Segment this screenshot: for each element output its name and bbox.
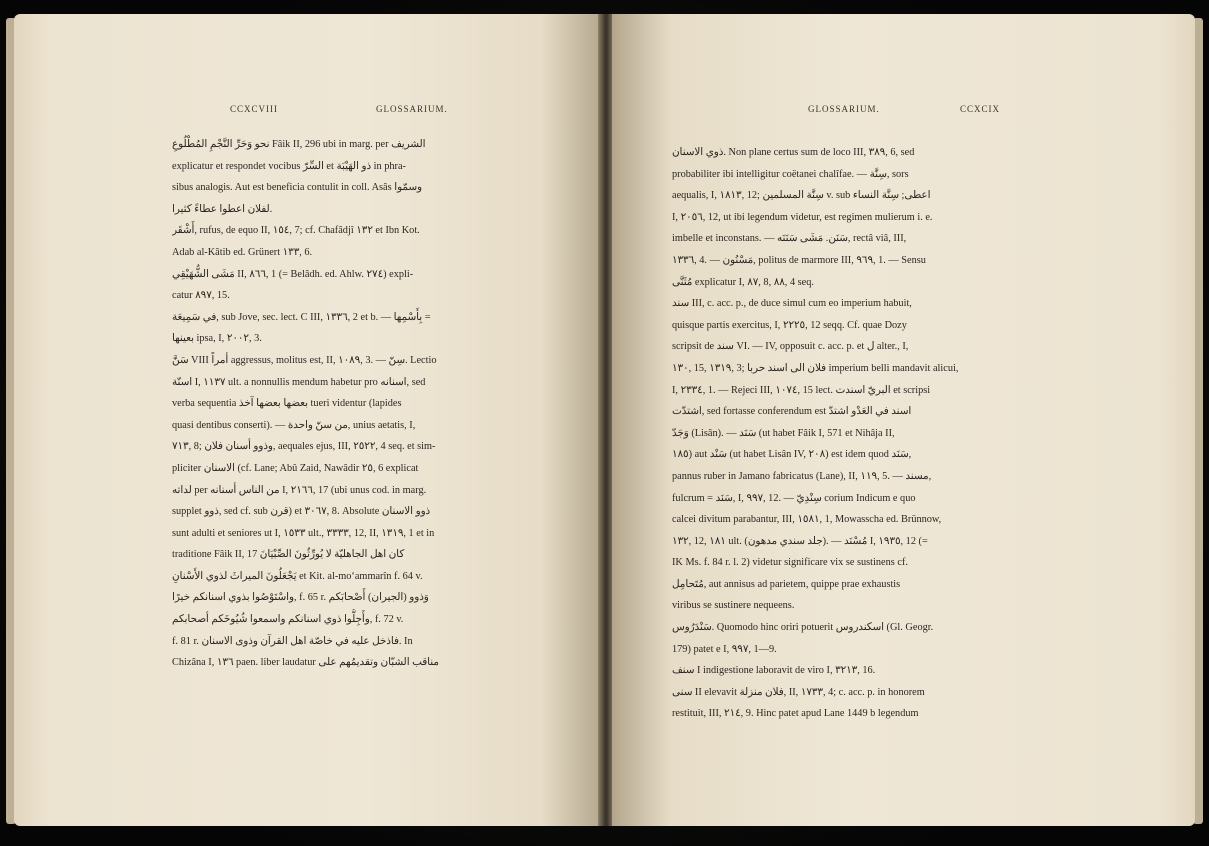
left-page-number: CCXCVIII xyxy=(230,104,278,114)
text-line: imbelle et inconstans. — سَنَن. مَشَى سَنَنَه, rectâ viâ, III, xyxy=(672,233,907,245)
text-line: supplet ذوو, sed cf. sub قرن) et ٣٠٦٧, 8. Absolute ذوو الاسنان xyxy=(172,506,431,518)
text-line: verba sequentia بعضها بعضها آخذ tueri videntur (lapides xyxy=(172,398,402,410)
text-line: IK Ms. f. 84 r. l. 2) videtur significare vix se sustinens cf. xyxy=(672,557,908,569)
text-line: explicatur et respondet vocibus السِّرّ et ذو الهَيْبَة in phra- xyxy=(172,160,406,172)
text-line: سند III, c. acc. p., de duce simul cum eo imperium habuit, xyxy=(672,298,912,310)
text-line: I, ٢٣٣٤, 1. — Rejeci III, ١٠٧٤, 15 lect. البريّ اسندت et scripsi xyxy=(672,384,931,396)
text-line: f. 81 r. فاذخل عليه في خاصّة اهل القرآن وذوى الاسنان. In xyxy=(172,635,413,647)
text-line: أَشْقَر, rufus, de equo II, ١٥٤, 7; cf. Chafâdjî ١٣٢ et Ibn Kot. xyxy=(172,225,420,237)
text-line: لداته per من الناس أسنانه I, ٢١٦٦, 17 (ubi unus cod. in marg. xyxy=(172,484,427,496)
text-line: aequalis, I, ١٨١٣, 12; سِنَّة المسلمين v. sub اعطى; سِنَّة النساء xyxy=(672,190,931,202)
text-line: ١٣٢, 12, ١٨١ ult. (جلد سندي مدهون). — مُسْنَد I, ١٩٣٥, 12 (= xyxy=(672,535,928,547)
text-line: ٧١٣, 8; وذوو أسنان فلان, aequales ejus, III, ٢٥٢٢, 4 seq. et sim- xyxy=(172,441,436,453)
text-line: واسْتَوْصُوا بذوي اسنانكم خيرًا, f. 65 r. وَذوو (الجيران) أَصْحابَكم xyxy=(172,592,429,604)
text-line: اسنّة I, ١١٣٧ ult. a nonnullis mendum habetur pro اسنانه, sed xyxy=(172,376,426,388)
text-line: وَجَدّ (Lisân). — سَنَد (ut habet Fâik I, 571 et Nihâja II, xyxy=(672,427,895,439)
text-line: pliciter الاسنان (cf. Lane; Abû Zaid, Nawâdir ٢٥, 6 explicat xyxy=(172,462,419,474)
text-line: سنف I indigestione laboravit de viro I, ٣٢١٣, 16. xyxy=(672,665,876,677)
text-line: سَنَّ VIII أمراً aggressus, molitus est, II, ١٠٨٩, 3. — سِنّ. Lectio xyxy=(172,354,437,366)
text-line: ١٣٠, 15, ١٣١٩, 3; فلان الى اسند حربا imperium belli mandavit alicui, xyxy=(672,362,959,374)
text-line: fulcrum = سَنَد, I, ٩٩٧, 12. — سِنْدِيّ corium Indicum e quo xyxy=(672,492,916,504)
text-line: probabiliter ibi intelligitur coëtanei chalîfae. — سِنَّة, sors xyxy=(672,168,909,180)
text-line: quisque partis exercitus, I, ٢٢٢٥, 12 seqq. Cf. quae Dozy xyxy=(672,319,907,331)
text-line: sunt adulti et seniores ut I, ١٥٣٣ ult., ٣٣٣٣, 12, II, ١٣١٩, 1 et in xyxy=(172,527,435,539)
right-page xyxy=(612,14,1195,826)
left-running-title: GLOSSARIUM. xyxy=(376,104,448,114)
right-text-block xyxy=(672,142,1060,725)
text-line: Chizâna I, ١٣٦ paen. liber laudatur مناقب الشبّان وتقديمُهم على xyxy=(172,657,439,669)
text-line: وأَجِلُّوا ذوي اسنانكم واسمعوا شُيُوخَكم أصحابكم, f. 72 v. xyxy=(172,614,404,626)
left-text-block xyxy=(172,134,567,674)
text-line: ذوي الاسنان. Non plane certus sum de loco III, ٣٨٩, 6, sed xyxy=(672,147,915,158)
text-line: سنى II elevavit فلان منزلة, II, ١٧٣٣, 4; c. acc. p. in honorem xyxy=(672,686,925,698)
text-line: مُتَحامِل, aut annisus ad parietem, quippe prae exhaustis xyxy=(672,578,901,590)
text-line: بعينها ipsa, I, ٢٠٠٢, 3. xyxy=(172,333,262,345)
text-line: نحو وَحَرِّ النَّجْمِ المُطْلُوعِ Fâik II, 296 ubi in marg. per الشريف xyxy=(172,139,426,150)
text-line: مُثَنَّى explicatur I, ٨٧, 8, ٨٨, 4 seq. xyxy=(672,276,814,288)
text-line: سَنْدَرُوس. Quomodo hinc oriri potuerit اسكندروس (Gl. Geogr. xyxy=(672,622,934,634)
text-line: traditione Fâik II, 17 كان اهل الجاهليّة لا يُورِّثُونَ الصِّبْيَانَ xyxy=(172,549,405,561)
text-line: لفلان اعطوا عطاءً كثيرا. xyxy=(172,203,273,215)
text-line: sibus analogis. Aut est beneficia contulit in coll. Asâs وسمّوا xyxy=(172,182,422,194)
text-line: يَجْعَلُونَ الميراثَ لذوي الأَسْنانِ et Kit. al-mo‘ammarîn f. 64 v. xyxy=(172,570,423,582)
text-line: viribus se sustinere nequeens. xyxy=(672,600,795,612)
text-line: pannus ruber in Jamano fabricatus (Lane), II, ١١٩, 5. — مسند, xyxy=(672,470,932,482)
text-line: I, ٢٠٥٦, 12, ut ibi legendum videtur, est regimen mulierum i. e. xyxy=(672,211,933,223)
left-page xyxy=(14,14,600,826)
text-line: 179) patet e I, ٩٩٧, 1—9. xyxy=(672,643,777,655)
text-line: اشتدّت, sed fortasse conferendum est اسند في العَدْو اشتدّ xyxy=(672,406,912,418)
text-line: ١٨٥) aut سَنْد (ut habet Lisân IV, ٢٠٨) est idem quod سَنَد, xyxy=(672,449,912,461)
right-page-number: CCXCIX xyxy=(960,104,1001,114)
text-line: catur ٨٩٧, 15. xyxy=(172,290,230,302)
text-line: مَشَى الشُّهَيْقِي II, ٨٦٦, 1 (= Belâdh. ed. Ahlw. ٢٧٤) expli- xyxy=(172,268,414,280)
text-line: scripsit de سند VI. — IV, opposuit c. acc. p. et ل alter., I, xyxy=(672,341,909,353)
text-line: في سَمِيعَة, sub Jove, sec. lect. C III, ١٣٣٦, 2 et b. — بِأَسْمِها = xyxy=(172,311,431,323)
right-running-title: GLOSSARIUM. xyxy=(808,104,880,114)
text-line: ١٣٣٦, 4. — مَسْنُون, politus de marmore III, ٩٦٩, 1. — Sensu xyxy=(672,254,926,266)
text-line: calcei divitum parabantur, III, ١٥٨١, 1, Mowasscha ed. Brünnow, xyxy=(672,514,942,526)
text-line: Adab al-Kâtib ed. Grünert ١٣٣, 6. xyxy=(172,246,313,258)
text-line: quasi dentibus conserti). — من سنّ واحدة, unius aetatis, I, xyxy=(172,419,416,431)
text-line: restituit, III, ٢١٤, 9. Hinc patet apud Lane 1449 b legendum xyxy=(672,708,919,720)
